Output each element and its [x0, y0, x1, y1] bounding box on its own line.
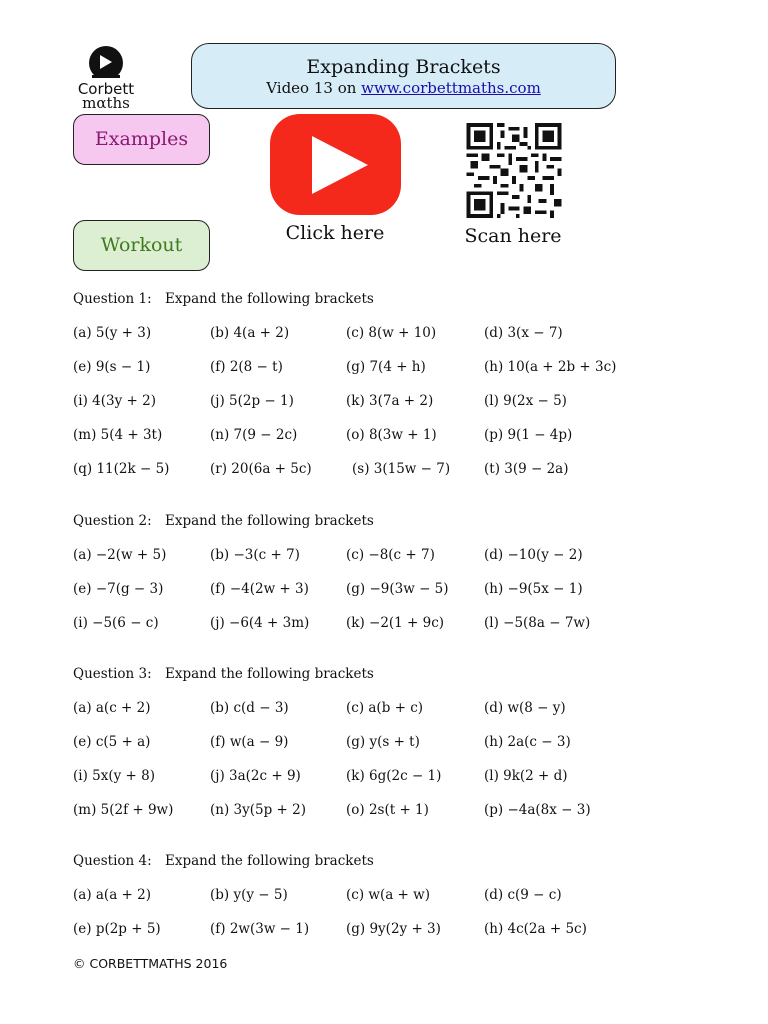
expression-item: (g) 7(4 + h)	[346, 359, 426, 375]
expression-item: (m) 5(2f + 9w)	[73, 802, 174, 818]
expression-item: (t) 3(9 − 2a)	[484, 461, 569, 477]
expression-item: (p) 9(1 − 4p)	[484, 427, 573, 443]
page-title: Expanding Brackets	[306, 56, 501, 78]
question-heading	[73, 853, 374, 869]
expression-item: (g) y(s + t)	[346, 734, 420, 750]
expression-item: (h) 10(a + 2b + 3c)	[484, 359, 617, 375]
video-prefix: Video 13 on	[266, 79, 362, 97]
expression-item: (h) 2a(c − 3)	[484, 734, 571, 750]
expression-item: (s) 3(15w − 7)	[352, 461, 451, 477]
question-number: Question 2:	[73, 513, 152, 529]
expression-item: (l) −5(8a − 7w)	[484, 615, 591, 631]
expression-item: (k) −2(1 + 9c)	[346, 615, 445, 631]
expression-item: (k) 3(7a + 2)	[346, 393, 434, 409]
examples-button[interactable]: Examples	[73, 114, 210, 165]
expression-item: (b) y(y − 5)	[210, 887, 288, 903]
question-heading	[73, 291, 374, 307]
corbettmaths-link[interactable]: www.corbettmaths.com	[361, 79, 541, 97]
expression-item: (q) 11(2k − 5)	[73, 461, 170, 477]
question-prompt: Expand the following brackets	[165, 513, 374, 529]
expression-item: (j) 5(2p − 1)	[210, 393, 294, 409]
question-heading	[73, 513, 374, 529]
expression-item: (e) −7(g − 3)	[73, 581, 164, 597]
expression-item: (c) w(a + w)	[346, 887, 430, 903]
expression-item: (h) 4c(2a + 5c)	[484, 921, 587, 937]
expression-item: (d) 3(x − 7)	[484, 325, 563, 341]
expression-item: (m) 5(4 + 3t)	[73, 427, 163, 443]
logo-text-maths: mαths	[82, 94, 130, 112]
logo-icon	[84, 45, 128, 85]
expression-item: (f) w(a − 9)	[210, 734, 289, 750]
expression-item: (p) −4a(8x − 3)	[484, 802, 591, 818]
expression-item: (g) 9y(2y + 3)	[346, 921, 441, 937]
expression-item: (b) c(d − 3)	[210, 700, 289, 716]
expression-item: (e) p(2p + 5)	[73, 921, 161, 937]
expression-item: (f) 2w(3w − 1)	[210, 921, 310, 937]
expression-item: (e) c(5 + a)	[73, 734, 151, 750]
click-here-label[interactable]: Click here	[285, 222, 385, 244]
expression-item: (b) 4(a + 2)	[210, 325, 290, 341]
expression-item: (i) 4(3y + 2)	[73, 393, 156, 409]
video-reference	[192, 78, 615, 98]
expression-item: (g) −9(3w − 5)	[346, 581, 449, 597]
expression-item: (n) 3y(5p + 2)	[210, 802, 306, 818]
expression-item: (o) 2s(t + 1)	[346, 802, 429, 818]
expression-item: (d) −10(y − 2)	[484, 547, 583, 563]
expression-item: (a) a(a + 2)	[73, 887, 151, 903]
expression-item: (c) a(b + c)	[346, 700, 424, 716]
question-number: Question 4:	[73, 853, 152, 869]
qr-code-icon	[465, 123, 563, 218]
expression-item: (k) 6g(2c − 1)	[346, 768, 442, 784]
question-prompt: Expand the following brackets	[165, 666, 374, 682]
expression-item: (h) −9(5x − 1)	[484, 581, 583, 597]
copyright-footer: © CORBETTMATHS 2016	[73, 956, 228, 971]
expression-item: (e) 9(s − 1)	[73, 359, 151, 375]
expression-item: (d) c(9 − c)	[484, 887, 562, 903]
workout-button[interactable]: Workout	[73, 220, 210, 271]
expression-item: (a) a(c + 2)	[73, 700, 151, 716]
expression-item: (l) 9(2x − 5)	[484, 393, 567, 409]
youtube-play-icon[interactable]	[270, 114, 401, 215]
expression-item: (n) 7(9 − 2c)	[210, 427, 298, 443]
expression-item: (a) 5(y + 3)	[73, 325, 152, 341]
expression-item: (l) 9k(2 + d)	[484, 768, 568, 784]
expression-item: (o) 8(3w + 1)	[346, 427, 437, 443]
question-number: Question 3:	[73, 666, 152, 682]
question-prompt: Expand the following brackets	[165, 291, 374, 307]
expression-item: (c) 8(w + 10)	[346, 325, 437, 341]
expression-item: (i) 5x(y + 8)	[73, 768, 155, 784]
expression-item: (d) w(8 − y)	[484, 700, 566, 716]
corbettmaths-logo	[70, 45, 142, 113]
expression-item: (c) −8(c + 7)	[346, 547, 435, 563]
expression-item: (b) −3(c + 7)	[210, 547, 300, 563]
question-number: Question 1:	[73, 291, 152, 307]
expression-item: (f) −4(2w + 3)	[210, 581, 309, 597]
expression-item: (f) 2(8 − t)	[210, 359, 283, 375]
expression-item: (j) 3a(2c + 9)	[210, 768, 301, 784]
expression-item: (r) 20(6a + 5c)	[210, 461, 312, 477]
question-heading	[73, 666, 374, 682]
expression-item: (j) −6(4 + 3m)	[210, 615, 310, 631]
logo-text-corbett: Corbett	[77, 80, 135, 98]
title-box	[191, 43, 616, 109]
expression-item: (i) −5(6 − c)	[73, 615, 159, 631]
question-prompt: Expand the following brackets	[165, 853, 374, 869]
expression-item: (a) −2(w + 5)	[73, 547, 167, 563]
scan-here-label: Scan here	[464, 225, 562, 247]
